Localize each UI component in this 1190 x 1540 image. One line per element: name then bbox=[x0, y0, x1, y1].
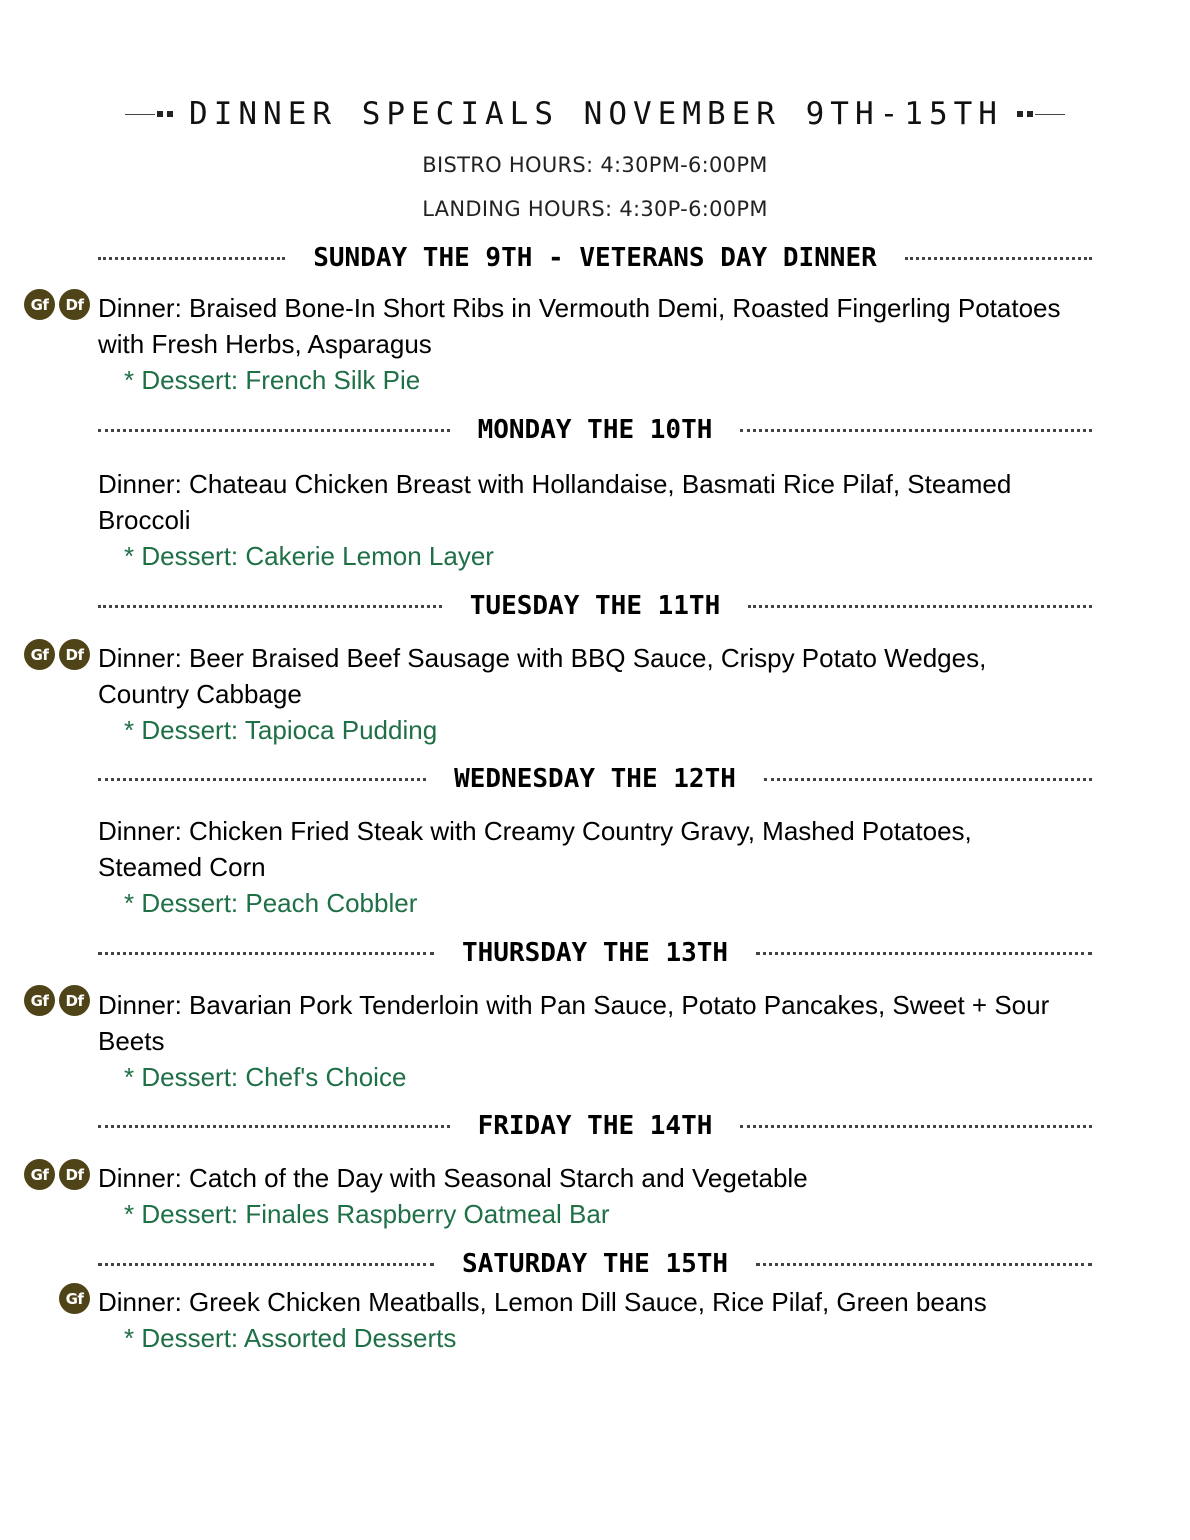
title-square-right bbox=[1017, 111, 1023, 117]
dotted-rule bbox=[98, 1263, 434, 1266]
day-heading-label: FRIDAY THE 14TH bbox=[477, 1111, 713, 1141]
dessert-item: * Dessert: Peach Cobbler bbox=[124, 888, 418, 918]
bistro-hours: BISTRO HOURS: 4:30PM-6:00PM bbox=[422, 153, 768, 177]
dinner-item: Dinner: Bavarian Pork Tenderloin with Pan Sauce, Potato Pancakes, Sweet + Sour Beets bbox=[98, 990, 1050, 1056]
diet-badges bbox=[24, 985, 90, 1016]
day-heading-label: MONDAY THE 10TH bbox=[477, 415, 713, 445]
day-heading-friday bbox=[98, 1111, 1092, 1141]
diet-badges bbox=[24, 639, 90, 670]
day-heading-label: SATURDAY THE 15TH bbox=[461, 1249, 729, 1279]
title-square-left bbox=[157, 111, 163, 117]
dotted-rule bbox=[748, 605, 1092, 608]
dinner-item: Dinner: Beer Braised Beef Sausage with BBQ Sauce, Crispy Potato Wedges, Country Cabbage bbox=[98, 643, 987, 709]
gluten-free-icon: Gf bbox=[24, 1159, 55, 1190]
dinner-item: Dinner: Catch of the Day with Seasonal Starch and Vegetable bbox=[98, 1163, 808, 1193]
dairy-free-icon: Df bbox=[59, 1159, 90, 1190]
dinner-item: Dinner: Chateau Chicken Breast with Hollandaise, Basmati Rice Pilaf, Steamed Broccoli bbox=[98, 469, 1012, 535]
title-rule-right bbox=[1035, 114, 1065, 115]
dinner-item: Dinner: Chicken Fried Steak with Creamy Country Gravy, Mashed Potatoes, Steamed Corn bbox=[98, 816, 972, 882]
day-heading-label: TUESDAY THE 11TH bbox=[469, 591, 721, 621]
dessert-item: * Dessert: Chef's Choice bbox=[124, 1062, 407, 1092]
page-title-row bbox=[0, 96, 1190, 132]
day-heading-sunday bbox=[98, 243, 1092, 273]
dotted-rule bbox=[98, 605, 442, 608]
title-rule-left bbox=[125, 114, 155, 115]
dessert-item: * Dessert: Cakerie Lemon Layer bbox=[124, 541, 494, 571]
day-heading-thursday bbox=[98, 938, 1092, 968]
diet-badges bbox=[24, 1159, 90, 1190]
diet-badges bbox=[59, 1283, 90, 1314]
dotted-rule bbox=[98, 257, 285, 260]
day-heading-label: SUNDAY THE 9TH - VETERANS DAY DINNER bbox=[313, 243, 877, 273]
dinner-item: Dinner: Braised Bone-In Short Ribs in Vermouth Demi, Roasted Fingerling Potatoes with Fresh Herbs, Asparagus bbox=[98, 293, 1061, 359]
dotted-rule bbox=[756, 1263, 1092, 1266]
day-heading-monday bbox=[98, 415, 1092, 445]
gluten-free-icon: Gf bbox=[24, 289, 55, 320]
dotted-rule bbox=[98, 429, 450, 432]
day-heading-label: THURSDAY THE 13TH bbox=[461, 938, 729, 968]
title-square-left bbox=[167, 111, 173, 117]
dessert-item: * Dessert: Assorted Desserts bbox=[124, 1323, 457, 1353]
day-heading-wednesday bbox=[98, 764, 1092, 794]
dotted-rule bbox=[98, 778, 426, 781]
diet-badges bbox=[24, 289, 90, 320]
dairy-free-icon: Df bbox=[59, 289, 90, 320]
dotted-rule bbox=[764, 778, 1092, 781]
dotted-rule bbox=[740, 1125, 1092, 1128]
title-square-right bbox=[1027, 111, 1033, 117]
dessert-item: * Dessert: Finales Raspberry Oatmeal Bar bbox=[124, 1199, 610, 1229]
landing-hours: LANDING HOURS: 4:30P-6:00PM bbox=[422, 197, 768, 221]
dairy-free-icon: Df bbox=[59, 985, 90, 1016]
day-heading-label: WEDNESDAY THE 12TH bbox=[454, 764, 736, 794]
day-heading-tuesday bbox=[98, 591, 1092, 621]
gluten-free-icon: Gf bbox=[24, 985, 55, 1016]
day-heading-saturday bbox=[98, 1249, 1092, 1279]
dotted-rule bbox=[756, 952, 1092, 955]
dotted-rule bbox=[740, 429, 1092, 432]
page-title: DINNER SPECIALS NOVEMBER 9TH-15TH bbox=[189, 96, 1003, 132]
dotted-rule bbox=[98, 1125, 450, 1128]
dotted-rule bbox=[905, 257, 1092, 260]
dotted-rule bbox=[98, 952, 434, 955]
dairy-free-icon: Df bbox=[59, 639, 90, 670]
dessert-item: * Dessert: French Silk Pie bbox=[124, 365, 421, 395]
gluten-free-icon: Gf bbox=[24, 639, 55, 670]
gluten-free-icon: Gf bbox=[59, 1283, 90, 1314]
dessert-item: * Dessert: Tapioca Pudding bbox=[124, 715, 438, 745]
dinner-item: Dinner: Greek Chicken Meatballs, Lemon Dill Sauce, Rice Pilaf, Green beans bbox=[98, 1287, 987, 1317]
